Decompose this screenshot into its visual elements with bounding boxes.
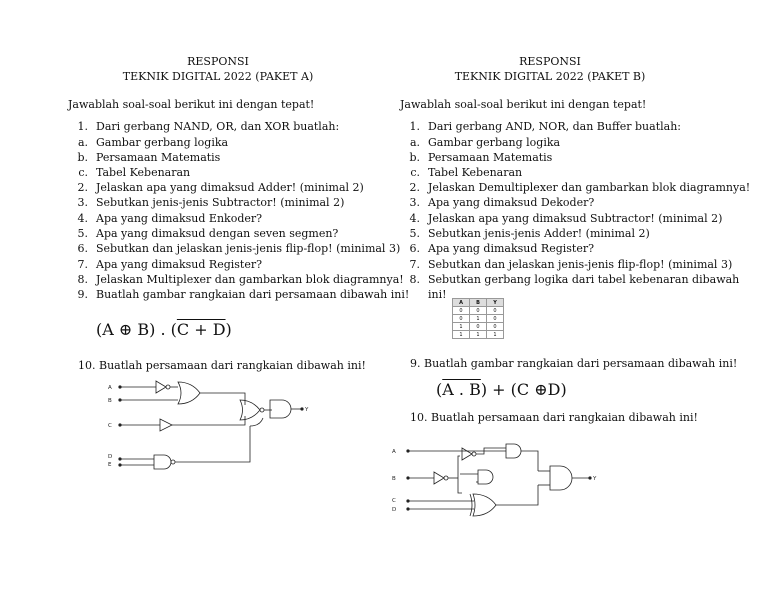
output-label-y: Y <box>305 407 309 413</box>
paket-a-intro: Jawablah soal-soal berikut ini dengan tepat! <box>68 98 315 111</box>
equation-b: (A . B) + (C ⊕D) <box>436 380 567 399</box>
input-label-a: A <box>108 385 112 391</box>
input-label-a: A <box>392 449 396 455</box>
truth-table: A B Y 0 0 0 0 1 0 1 0 0 1 1 1 <box>452 298 504 339</box>
paket-b-intro: Jawablah soal-soal berikut ini dengan tepat! <box>400 98 647 111</box>
input-label-d: D <box>108 454 113 460</box>
paket-a-title: RESPONSI TEKNIK DIGITAL 2022 (PAKET A) <box>122 55 314 83</box>
input-label-b: B <box>108 398 112 404</box>
question-10: 10. Buatlah persamaan dari rangkaian dibawah ini! <box>78 359 366 372</box>
input-label-d: D <box>392 507 397 513</box>
input-label-c: C <box>392 498 396 504</box>
equation-a: (A ⊕ B) . (C + D) <box>96 320 232 339</box>
question-9: 9. Buatlah gambar rangkaian dari persamaan dibawah ini! <box>410 357 738 370</box>
output-label-y: Y <box>593 476 597 482</box>
input-label-e: E <box>108 462 112 468</box>
circuit-diagram-a <box>100 378 320 473</box>
circuit-diagram-b <box>378 438 608 518</box>
input-label-c: C <box>108 423 112 429</box>
paket-b-title: RESPONSI TEKNIK DIGITAL 2022 (PAKET B) <box>454 55 646 83</box>
question-10: 10. Buatlah persamaan dari rangkaian dibawah ini! <box>410 411 698 424</box>
input-label-b: B <box>392 476 396 482</box>
